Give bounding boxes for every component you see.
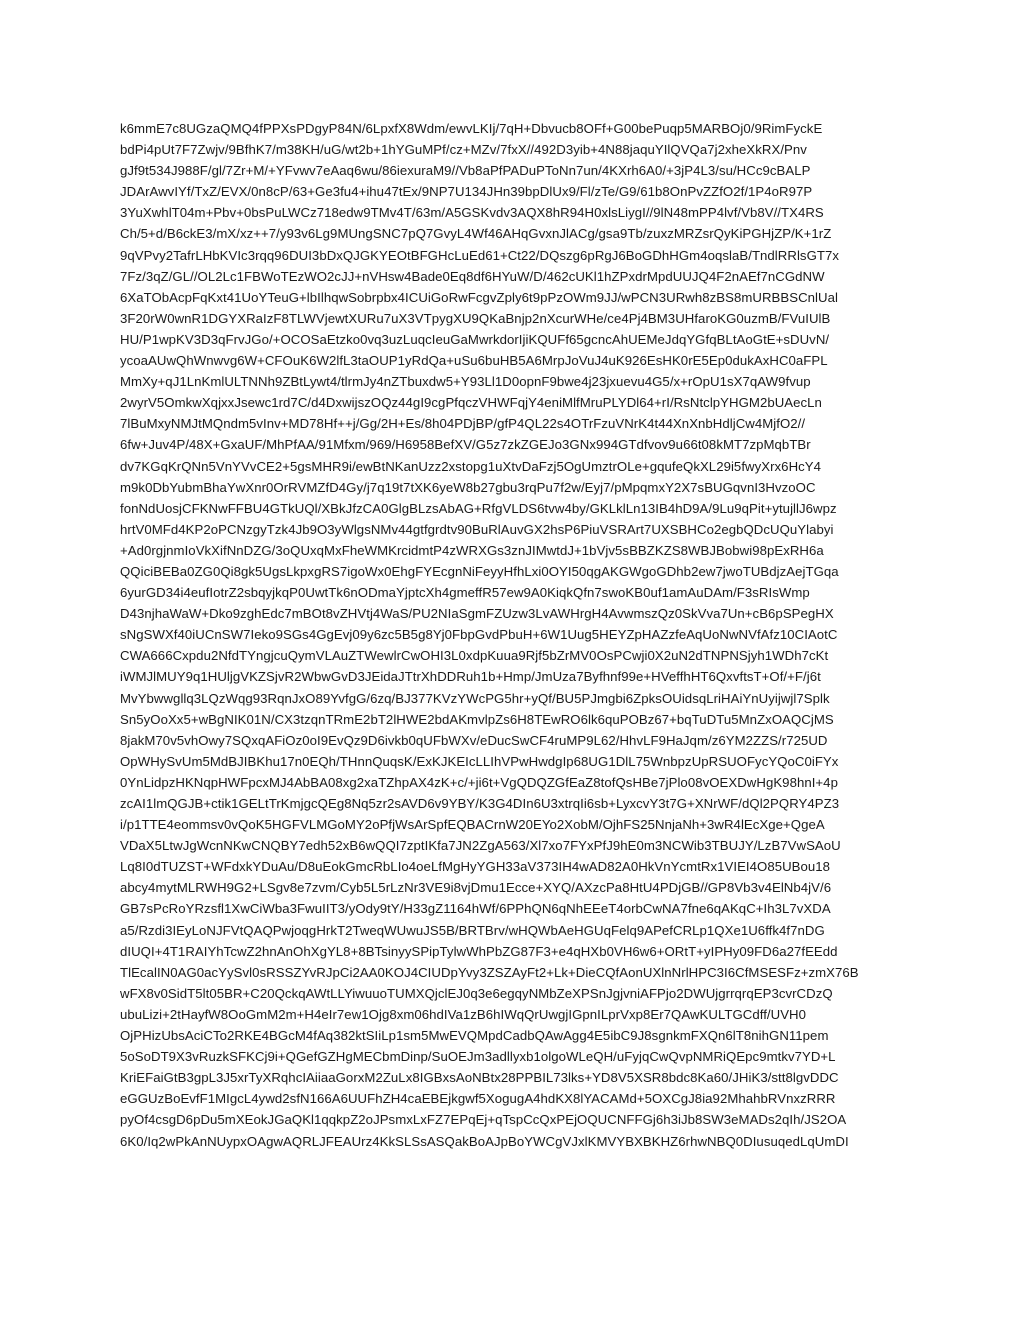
text-line: wFX8v0SidT5lt05BR+C20QckqAWtLLYiwuuoTUMXQjclEJ0q3e6egqyNMbZeXPSnJgjvniAFPjo2DWUjgrrqrqEP3cvrCDzQ	[120, 985, 833, 1001]
text-line: 3YuXwhlT04m+Pbv+0bsPuLWCz718edw9TMv4T/63m/A5GSKvdv3AQX8hR94H0xlsLiygI//9lN48mPP4lvf/Vb8V//TX4RS	[120, 205, 824, 221]
text-line: k6mmE7c8UGzaQMQ4fPPXsPDgyP84N/6LpxfX8Wdm/ewvLKIj/7qH+Dbvucb8OFf+G00bePuqp5MARBOj0/9RimFyckE	[120, 121, 823, 136]
text-line: JDArAwvIYf/TxZ/EVX/0n8cP/63+Ge3fu4+ihu47tEx/9NP7U134JHn39bpDlUx9/Fl/zTe/G9/61b8OnPvZZfO2f/1P4oR97P	[120, 184, 813, 200]
text-line: CWA666Cxpdu2NfdTYngjcuQymVLAuZTWewlrCwOHI3L0xdpKuua9Rjf5bZrMV0OsPCwji0X2uN2dTNPNSjyh1WDh7cKt	[120, 648, 829, 664]
text-line: QQiciBEBa0ZG0Qi8gk5UgsLkpxgRS7igoWx0EhgFYEcgnNiFeyyHfhLxi0OYI50qgAKGWgoGDhb2ew7jwoTUBdjzAejTGqa	[120, 563, 839, 579]
text-line: OpWHySvUm5MdBJIBKhu17n0EQh/THnnQuqsK/ExKJKEIcLLIhVPwHwdgIp68UG1DlL75WnbpzUpRSUOFycYQoC0iFYx	[120, 753, 839, 769]
text-line: Sn5yOoXx5+wBgNIK01N/CX3tzqnTRmE2bT2lHWE2bdAKmvlpZs6H8TEwRO6lk6quPOBz67+bqTuDTu5MnZxOAQCjMS	[120, 711, 834, 727]
text-line: bdPi4pUt7F7Zwjv/9BfhK7/m38KH/uG/wt2b+1hYGuMPf/cz+MZv/7fxX//492D3yib+4N88jaquYIlQVQa7j2xheXkRX/Pnv	[120, 142, 807, 158]
text-line: i/p1TTE4eommsv0vQoK5HGFVLMGoMY2oPfjWsArSpfEQBACrnW20EYo2XobM/OjhFS25NnjaNh+3wR4lEcXge+QgeA	[120, 817, 825, 833]
text-line: 6XaTObAcpFqKxt41UoYTeuG+lbIlhqwSobrpbx4ICUiGoRwFcgvZply6t9pPzOWm9JJ/wPCN3URwh8zBS8mURBBSCnlUal	[120, 289, 838, 305]
text-line: OjPHizUbsAciCTo2RKE4BGcM4fAq382ktSIiLp1sm5MwEVQMpdCadbQAwAgg4E5ibC9J8sgnkmFXQn6lT8nihGN11pem	[120, 1028, 829, 1044]
text-line: HU/P1wpKV3D3qFrvJGo/+OCOSaEtzko0vq3uzLuqcIeuGaMwrkdorIjiKQUFf65gcncAhUEMeJdqYGfqBLtAoGtE+sDUvN/	[120, 331, 830, 347]
text-line: 2wyrV5OmkwXqjxxJsewc1rd7C/d4DxwijszOQz44gI9cgPfqczVHWFqjY4eniMlfMruPLYDl64+rI/RsNtclpYHGM2bUAecLn	[120, 395, 822, 411]
text-line: D43njhaWaW+Dko9zghEdc7mBOt8vZHVtj4WaS/PU2NIaSgmFZUzw3LvAWHrgH4AvwmszQz0SkVva7Un+cB6pSPegHX	[120, 606, 834, 622]
encoded-text-block	[120, 118, 910, 1152]
text-line: 8jakM70v5vhOwy7SQxqAFiOz0oI9EvQz9D6ivkb0qUFbWXv/eDucSwCF4ruMP9L62/HhvLF9HaJqm/z6YM2ZZS/r725UD	[120, 732, 828, 748]
text-line: MmXy+qJ1LnKmlULTNNh9ZBtLywt4/tlrmJy4nZTbuxdw5+Y93Ll1D0opnF9bwe4j23jxuevu4G5/x+rOpU1sX7qAW9fvup	[120, 374, 811, 390]
text-line: 3F20rW0wnR1DGYXRaIzF8TLWVjewtXURu7uX3VTpygXU9QKaBnjp2nXcurWHe/ce4Pj4BM3UHfaroKG0uzmB/FVuIUlB	[120, 310, 831, 326]
text-line: iWMJlMUY9q1HUljgVKZSjvR2WbwGvD3JEidaJTtrXhDDRuh1b+Hmp/JmUza7Byfhnf99e+HVeffhHT6QxvftsT+Of/+F/j6t	[120, 669, 821, 685]
text-line: 7Fz/3qZ/GL//OL2Lc1FBWoTEzWO2cJJ+nVHsw4Bade0Eq8df6HYuW/D/462cUKl1hZPxdrMpdUUJQ4F2nAEf7nCGdNW	[120, 268, 825, 284]
text-line: KriEFaiGtB3gpL3J5xrTyXRqhcIAiiaaGorxM2ZuLx8IGBxsAoNBtx28PPBIL73lks+YD8V5XSR8bdc8Ka60/JHiK3/stt8lgvDDC	[120, 1070, 839, 1086]
text-line: 0YnLidpzHKNqpHWFpcxMJ4AbBA08xg2xaTZhpAX4zK+c/+ji6t+VgQDQZGfEaZ8tofQsHBe7jPlo08vOEXDwHgK98hnI+4p	[120, 774, 838, 790]
text-line: zcAI1lmQGJB+ctik1GELtTrKmjgcQEg8Nq5zr2sAVD6v9YBY/K3G4DIn6U3xtrqIi6sb+LyxcvY3t7G+XNrWF/dQl2PQRY4PZ3	[120, 796, 840, 811]
text-line: 6K0/Iq2wPkAnNUypxOAgwAQRLJFEAUrz4KkSLSsASQakBoAJpBoYWCgVJxlKMVYBXBKHZ6rhwNBQ0DIusuqedLqUmDI	[120, 1133, 849, 1149]
text-line: 5oSoDT9X3vRuzkSFKCj9i+QGefGZHgMECbmDinp/SuOEJm3adllyxb1olgoWLeQH/uFyjqCwQvpNMRiQEpc9mtkv7YD+L	[120, 1049, 836, 1065]
text-line: 7lBuMxyNMJtMQndm5vInv+MD78Hf++j/Gg/2H+Es/8h04PDjBP/gfP4QL22s4OTrFzuVNrK4t44XnXnbHdljCw4MjfO2//	[120, 416, 806, 432]
text-line: 6yurGD34i4eufIotrZ2sbqyjkqP0UwtTk6nODmaYjptcXh4gmeffR57ew9A0KiqkQfn7swoKB0uf1amAuDAm/F3sRIsWmp	[120, 585, 810, 601]
text-line: MvYbwwgllq3LQzWqg93RqnJxO89YvfgG/6zq/BJ377KVzYWcPG5hr+yQf/BU5PJmgbi6ZpksOUidsqLriHAiYnUyijwjl7Splk	[120, 690, 830, 706]
text-line: 9qVPvy2TafrLHbKVIc3rqq96DUI3bDxQJGKYEOtBFGHcLuEd61+Ct22/DQszg6pRgJ6BoGDhHGm4oqslaB/TndlRRlsGT7x	[120, 247, 840, 263]
text-line: dv7KGqKrQNn5VnYVvCE2+5gsMHR9i/ewBtNKanUzz2xstopg1uXtvDaFzj5OgUmztrOLe+gqufeQkXL29i5fwyXrx6HcY4	[120, 458, 822, 474]
text-line: ycoaAUwQhWnwvg6W+CFOuK6W2lfL3taOUP1yRdQa+uSu6buHB5A6MrpJoVuJ4uK926EsHK0rE5Ep0dukAxHC0aFPL	[120, 353, 828, 369]
text-line: +Ad0rgjnmIoVkXifNnDZG/3oQUxqMxFheWMKrcidmtP4zWRXGs3znJIMwtdJ+1bVjv5sBBZKZS8WBJBobwi98pExRH6a	[120, 542, 824, 558]
text-line: Ch/5+d/B6ckE3/mX/xz++7/y93v6Lg9MUngSNC7pQ7GvyL4Wf46AHqGvxnJlACg/gsa9Tb/zuxzMRZsrQyKiPGHjZP/K+1rZ	[120, 226, 832, 242]
text-line: m9k0DbYubmBhaYwXnr0OrRVMZfD4Gy/j7q19t7tXK6yeW8b27gbu3rqPu7f2w/Eyj7/pMpqmxY2X7sBUGqvnI3HvzoOC	[120, 479, 816, 495]
text-line: 6fw+Juv4P/48X+GxaUF/MhPfAA/91Mfxm/969/H6958BefXV/G5z7zkZGEJo3GNx994GTdfvov9u66t08kMT7zpMqbTBr	[120, 437, 811, 453]
text-line: dIUQI+4T1RAIYhTcwZ2hnAnOhXgYL8+8BTsinyySPipTylwWhPbZG87F3+e4qHXb0VH6w6+ORtT+yIPHy09FD6a27fEEdd	[120, 943, 838, 959]
text-line: GB7sPcRoYRzsfl1XwCiWba3FwuIIT3/yOdy9tY/H33gZ1164hWf/6PPhQN6qNhEEeT4orbCwNA7fne6qAKqC+Ih3L7vXDA	[120, 901, 831, 917]
text-line: VDaX5LtwJgWcnNKwCNQBY7edh52xB6wQQI7zptIKfa7JN2ZgA563/Xl7xo7FYxPfJ9hE0m3NCWib3TBUJY/LzB7VwSAoU	[120, 838, 841, 854]
text-line: fonNdUosjCFKNwFFBU4GTkUQl/XBkJfzCA0GlgBLzsAbAG+RfgVLDS6tvw4by/GKLklLn13IB4hD9A/9Lu9qPit+ytujllJ6wpz	[120, 500, 837, 516]
text-line: eGGUzBoEvfF1MIgcL4ywd2sfN166A6UUFhZH4caEBEjkgwf5XogugA4hdKX8lYACAMd+5OXCgJ8ia92MhahbRVnxzRRR	[120, 1091, 836, 1107]
text-line: hrtV0MFd4KP2oPCNzgyTzk4Jb9O3yWlgsNMv44gtfgrdtv90BuRlAuvGX2hsP6PiuVSRArt7UXSBHCo2egbQDcUQuYlabyi	[120, 521, 834, 537]
text-line: a5/Rzdi3IEyLoNJFVtQAQPwjoqgHrkT2TweqWUwuJS5B/BRTBrv/wHQWbAeHGUqFelq9APefCRLp1QXe1U6ffk4f7nDG	[120, 922, 825, 938]
text-line: ubuLizi+2tHayfW8OoGmM2m+H4eIr7ew1Ojg8xm06hdIVa1zB6hIWqQrUwgjIGpnILprVxp8Er7QAwKULTGCdff/UVH0	[120, 1006, 806, 1022]
text-line: Lq8I0dTUZST+WFdxkYDuAu/D8uEokGmcRbLIo4oeLfMgHyYGH33aV373IH4wAD82A0HkVnYcmtRx1VIEI4O85UBou18	[120, 859, 831, 875]
text-line: sNgSWXf40iUCnSW7Ieko9SGs4GgEvj09y6zc5B5g8Yj0FbpGvdPbuH+6W1Uug5HEYZpHAZzfeAqUoNwNVfAfz10CIAotC	[120, 627, 838, 643]
text-line: TlEcalIN0AG0acYySvl0sRSSZYvRJpCi2AA0KOJ4CIUDpYvy3ZSZAyFt2+Lk+DieCQfAonUXlnNrlHPC3I6CfMSESFz+zmX76B	[120, 964, 859, 980]
text-line: pyOf4csgD6pDu5mXEokJGaQKl1qqkpZ2oJPsmxLxFZ7EPqEj+qTspCcQxPEjOQUCNFFGj6h3iJb8SW3eMADs2qIh/JS2OA	[120, 1112, 847, 1128]
text-line: gJf9t534J988F/gl/7Zr+M/+YFvwv7eAaq6wu/86iexuraM9//Vb8aPfPADuPToNn7un/4KXrh6A0/+3jP4L3/su/HCc9cBALP	[120, 163, 811, 179]
text-line: abcy4mytMLRWH9G2+LSgv8e7zvm/Cyb5L5rLzNr3VE9i8vjDmu1Ecce+XYQ/AXzcPa8HtU4PDjGB//GP8Vb3v4ElNb4jV/6	[120, 880, 832, 896]
